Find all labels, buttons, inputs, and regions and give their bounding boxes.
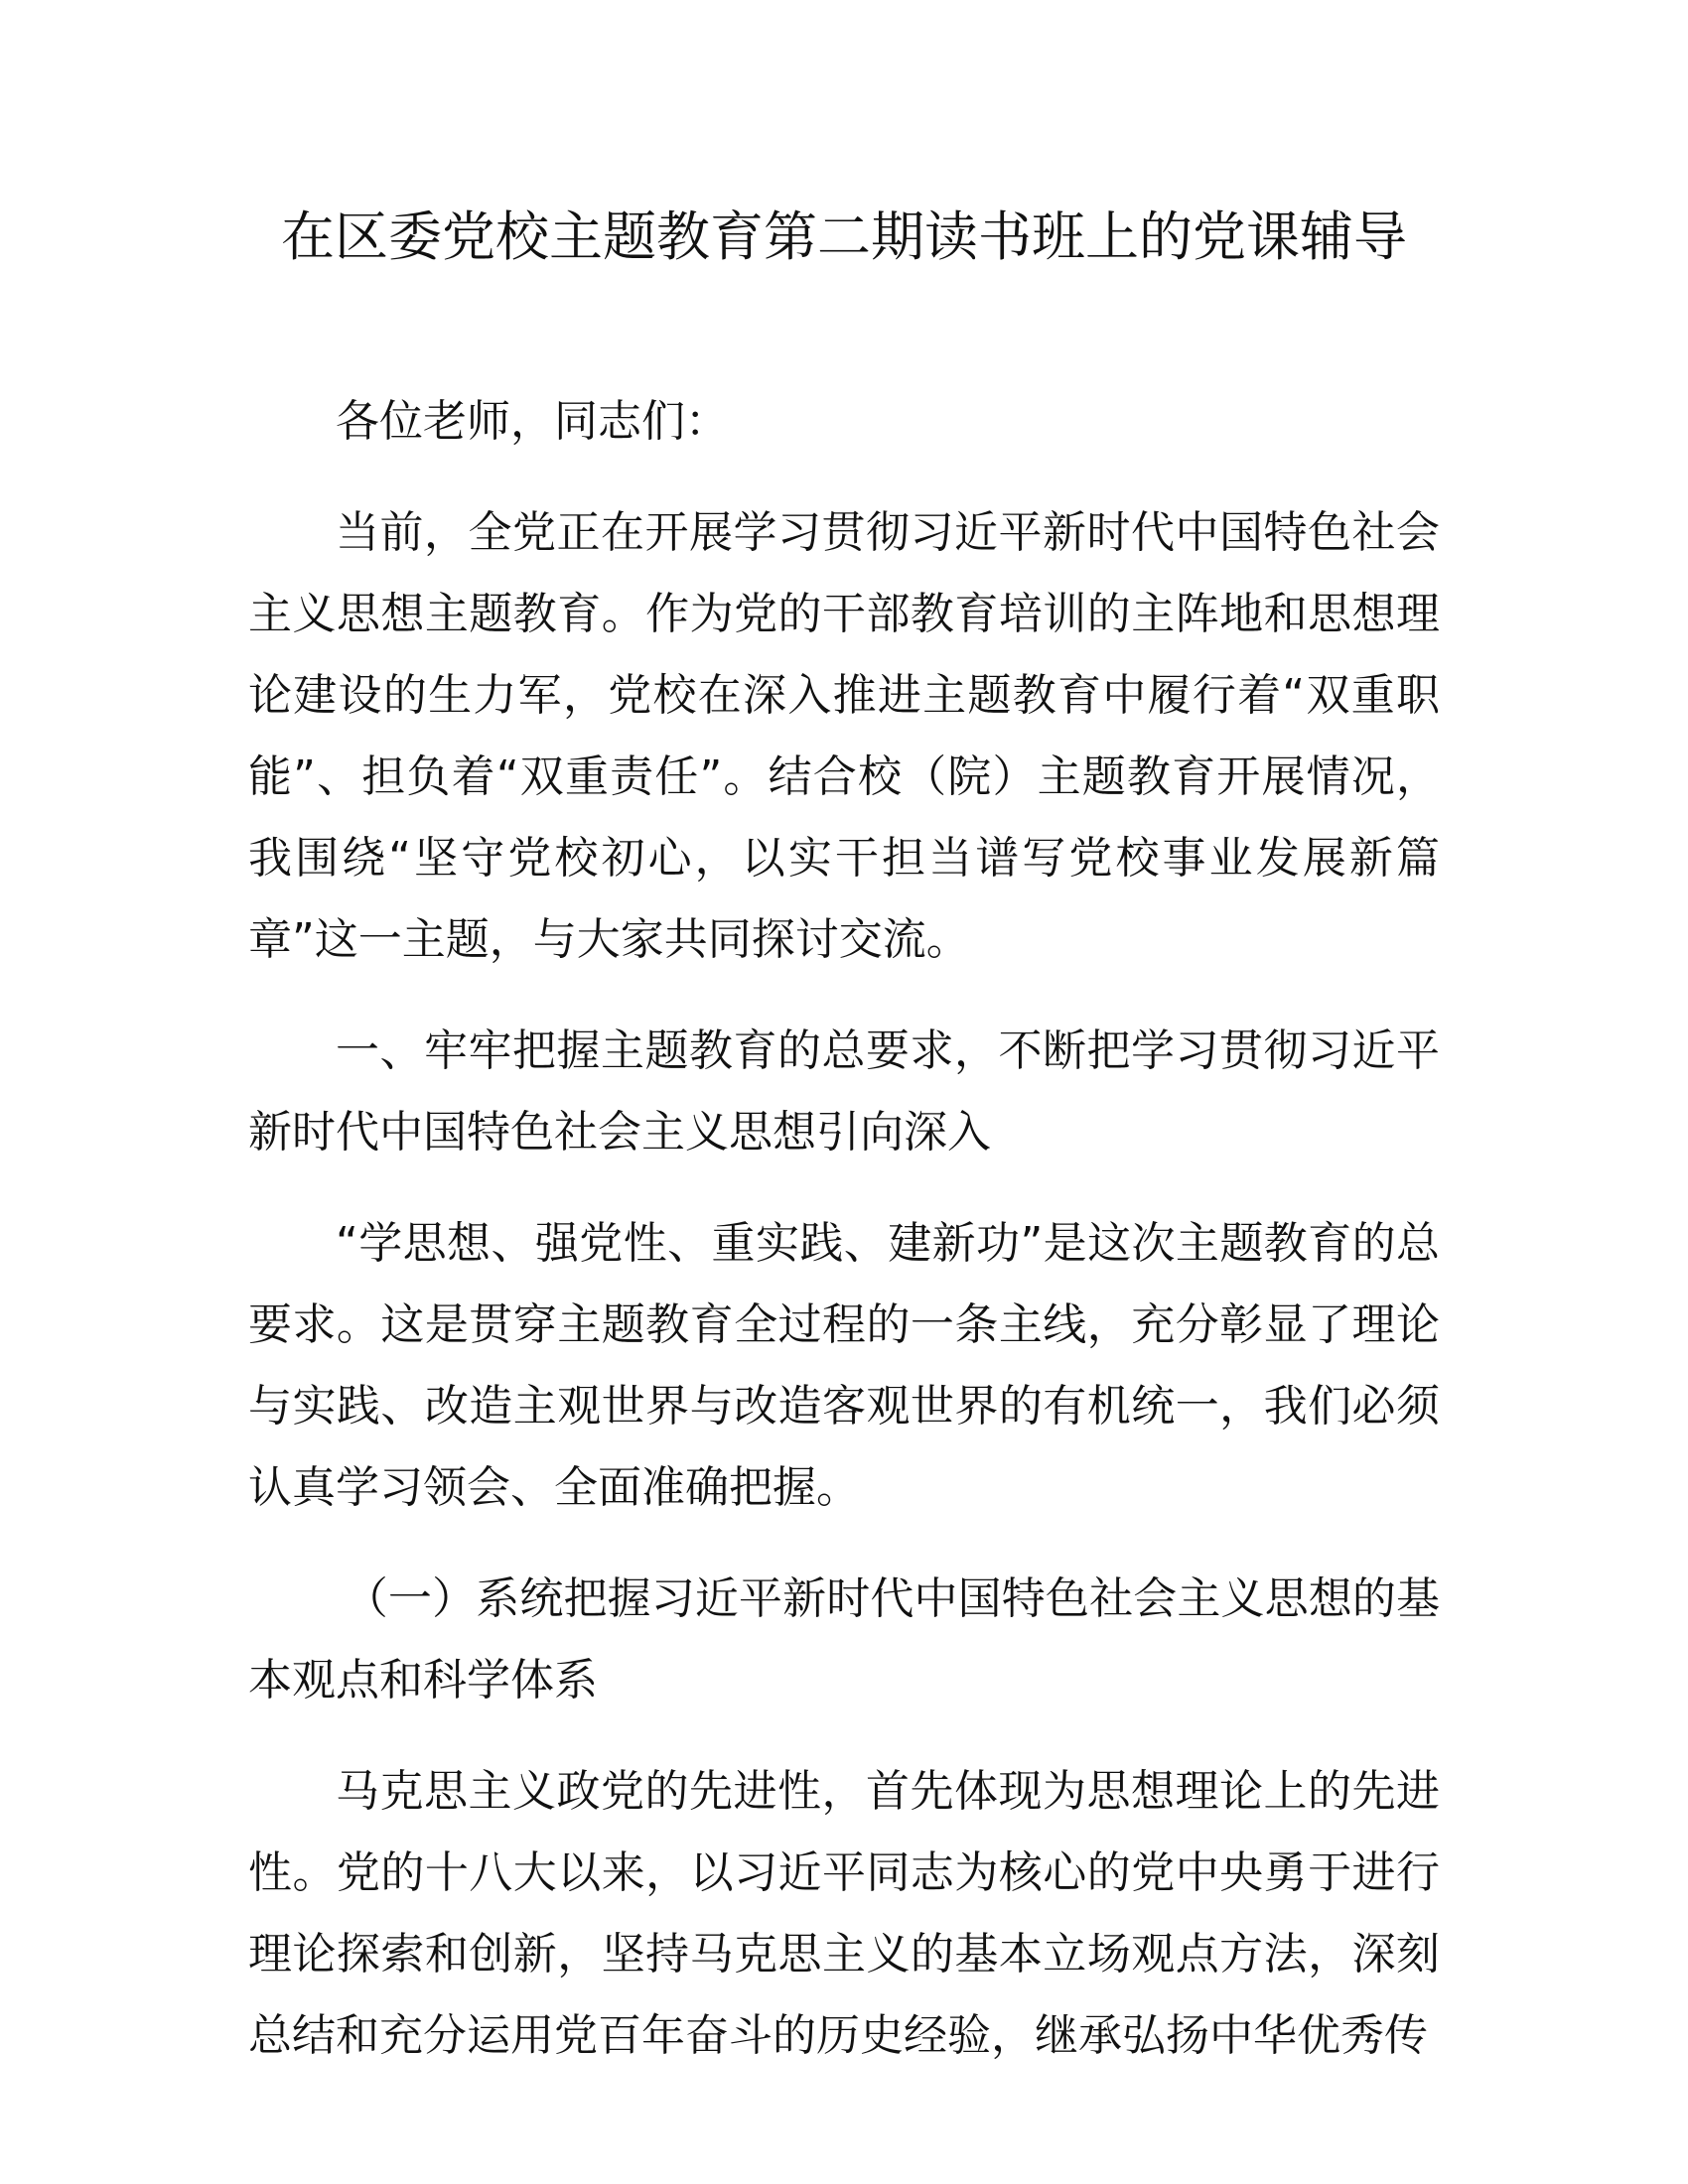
paragraph-intro: 当前，全党正在开展学习贯彻习近平新时代中国特色社会主义思想主题教育。作为党的干部教育培训的主阵地和思想理论建设的生力军，党校在深入推进主题教育中履行着“双重职能”、担负着“双重责任”。结合校（院）主题教育开展情况，我围绕“坚守党校初心，以实干担当谱写党校事业发展新篇章”这一主题，与大家共同探讨交流。 xyxy=(248,507,1440,965)
document-body xyxy=(248,381,1440,2107)
salutation: 各位老师，同志们： xyxy=(336,396,729,447)
paragraph-marxism: 马克思主义政党的先进性，首先体现为思想理论上的先进性。党的十八大以来，以习近平同志为核心的党中央勇于进行理论探索和创新，坚持马克思主义的基本立场观点方法，深刻总结和充分运用党百年奋斗的历史经验，继承弘扬中华优秀传 xyxy=(248,1766,1440,2061)
subsection-heading-1: （一）系统把握习近平新时代中国特色社会主义思想的基本观点和科学体系 xyxy=(248,1573,1440,1706)
paragraph-general-requirement: “学思想、强党性、重实践、建新功”是这次主题教育的总要求。这是贯穿主题教育全过程的一条主线，充分彰显了理论与实践、改造主观世界与改造客观世界的有机统一，我们必须认真学习领会、全面准确把握。 xyxy=(248,1218,1440,1513)
document-title: 在区委党校主题教育第二期读书班上的党课辅导 xyxy=(281,205,1407,268)
section-heading-1: 一、牢牢把握主题教育的总要求，不断把学习贯彻习近平新时代中国特色社会主义思想引向深入 xyxy=(248,1025,1440,1158)
